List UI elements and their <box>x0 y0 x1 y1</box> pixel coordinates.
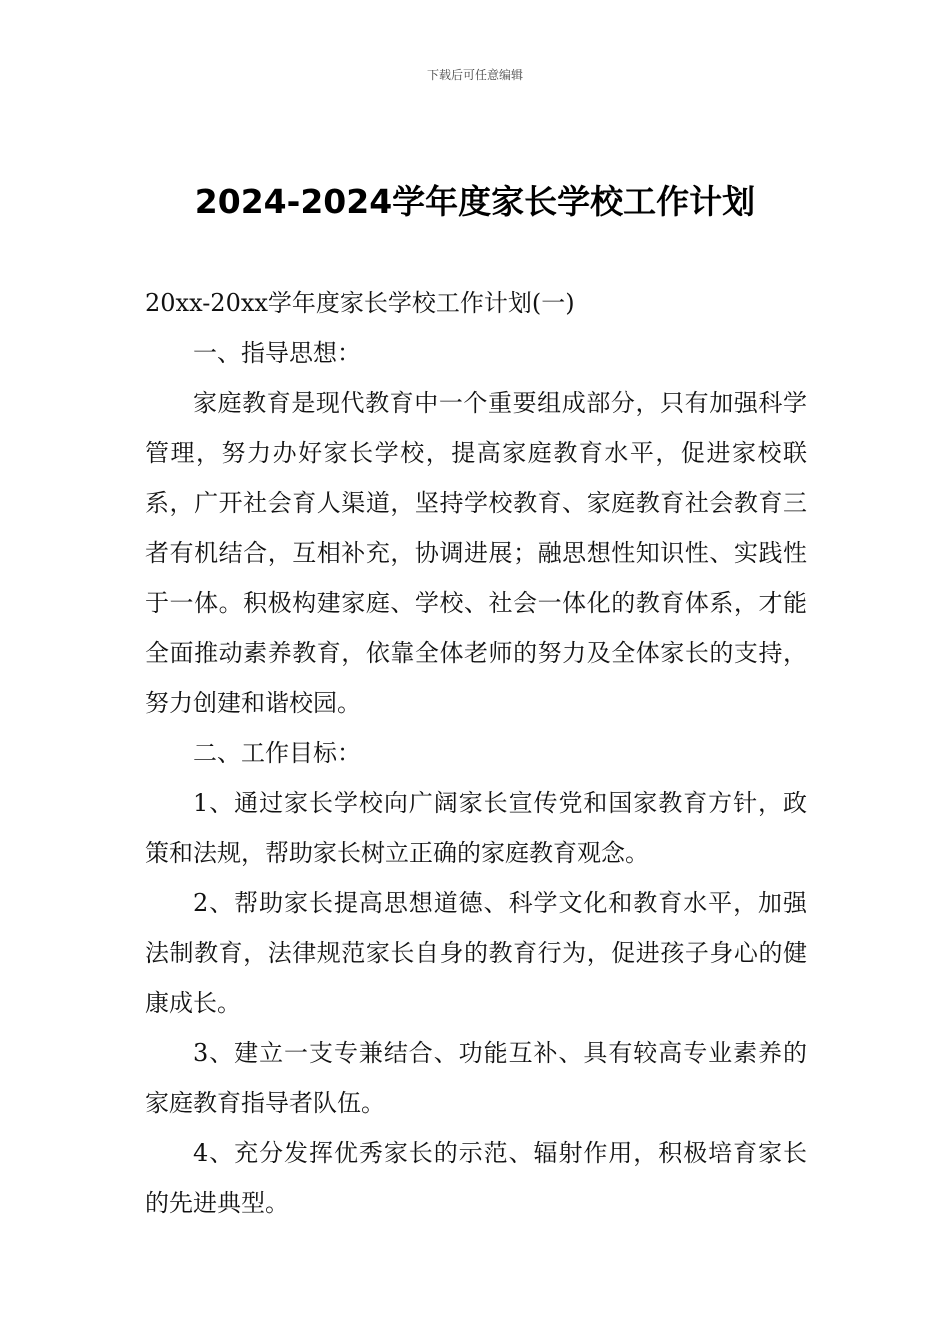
section-heading-guiding-ideology: 一、指导思想： <box>193 339 361 367</box>
document-title: 2024-2024学年度家长学校工作计划 <box>194 182 756 221</box>
goal-item-4: 4、充分发挥优秀家长的示范、辐射作用，积极培育家长的先进典型。 <box>145 1139 807 1217</box>
goal-item-3: 3、建立一支专兼结合、功能互补、具有较高专业素养的家庭教育指导者队伍。 <box>145 1039 807 1117</box>
header-note: 下载后可任意编辑 <box>426 68 523 82</box>
paragraph-guiding-ideology: 家庭教育是现代教育中一个重要组成部分，只有加强科学管理，努力办好家长学校，提高家庭教育水平，促进家校联系，广开社会育人渠道，坚持学校教育、家庭教育社会教育三者有机结合，互相补充，协调进展；融思想性知识性、实践性于一体。积极构建家庭、学校、社会一体化的教育体系，才能全面推动素养教育，依靠全体老师的努力及全体家长的支持，努力创建和谐校园。 <box>145 389 807 717</box>
section-heading-work-goals: 二、工作目标： <box>193 739 361 767</box>
goal-item-1: 1、通过家长学校向广阔家长宣传党和国家教育方针，政策和法规，帮助家长树立正确的家庭教育观念。 <box>145 789 807 867</box>
document-subtitle: 20xx-20xx学年度家长学校工作计划(一) <box>145 289 575 317</box>
goal-item-2: 2、帮助家长提高思想道德、科学文化和教育水平，加强法制教育，法律规范家长自身的教育行为，促进孩子身心的健康成长。 <box>145 889 807 1017</box>
document-body <box>145 278 807 1228</box>
